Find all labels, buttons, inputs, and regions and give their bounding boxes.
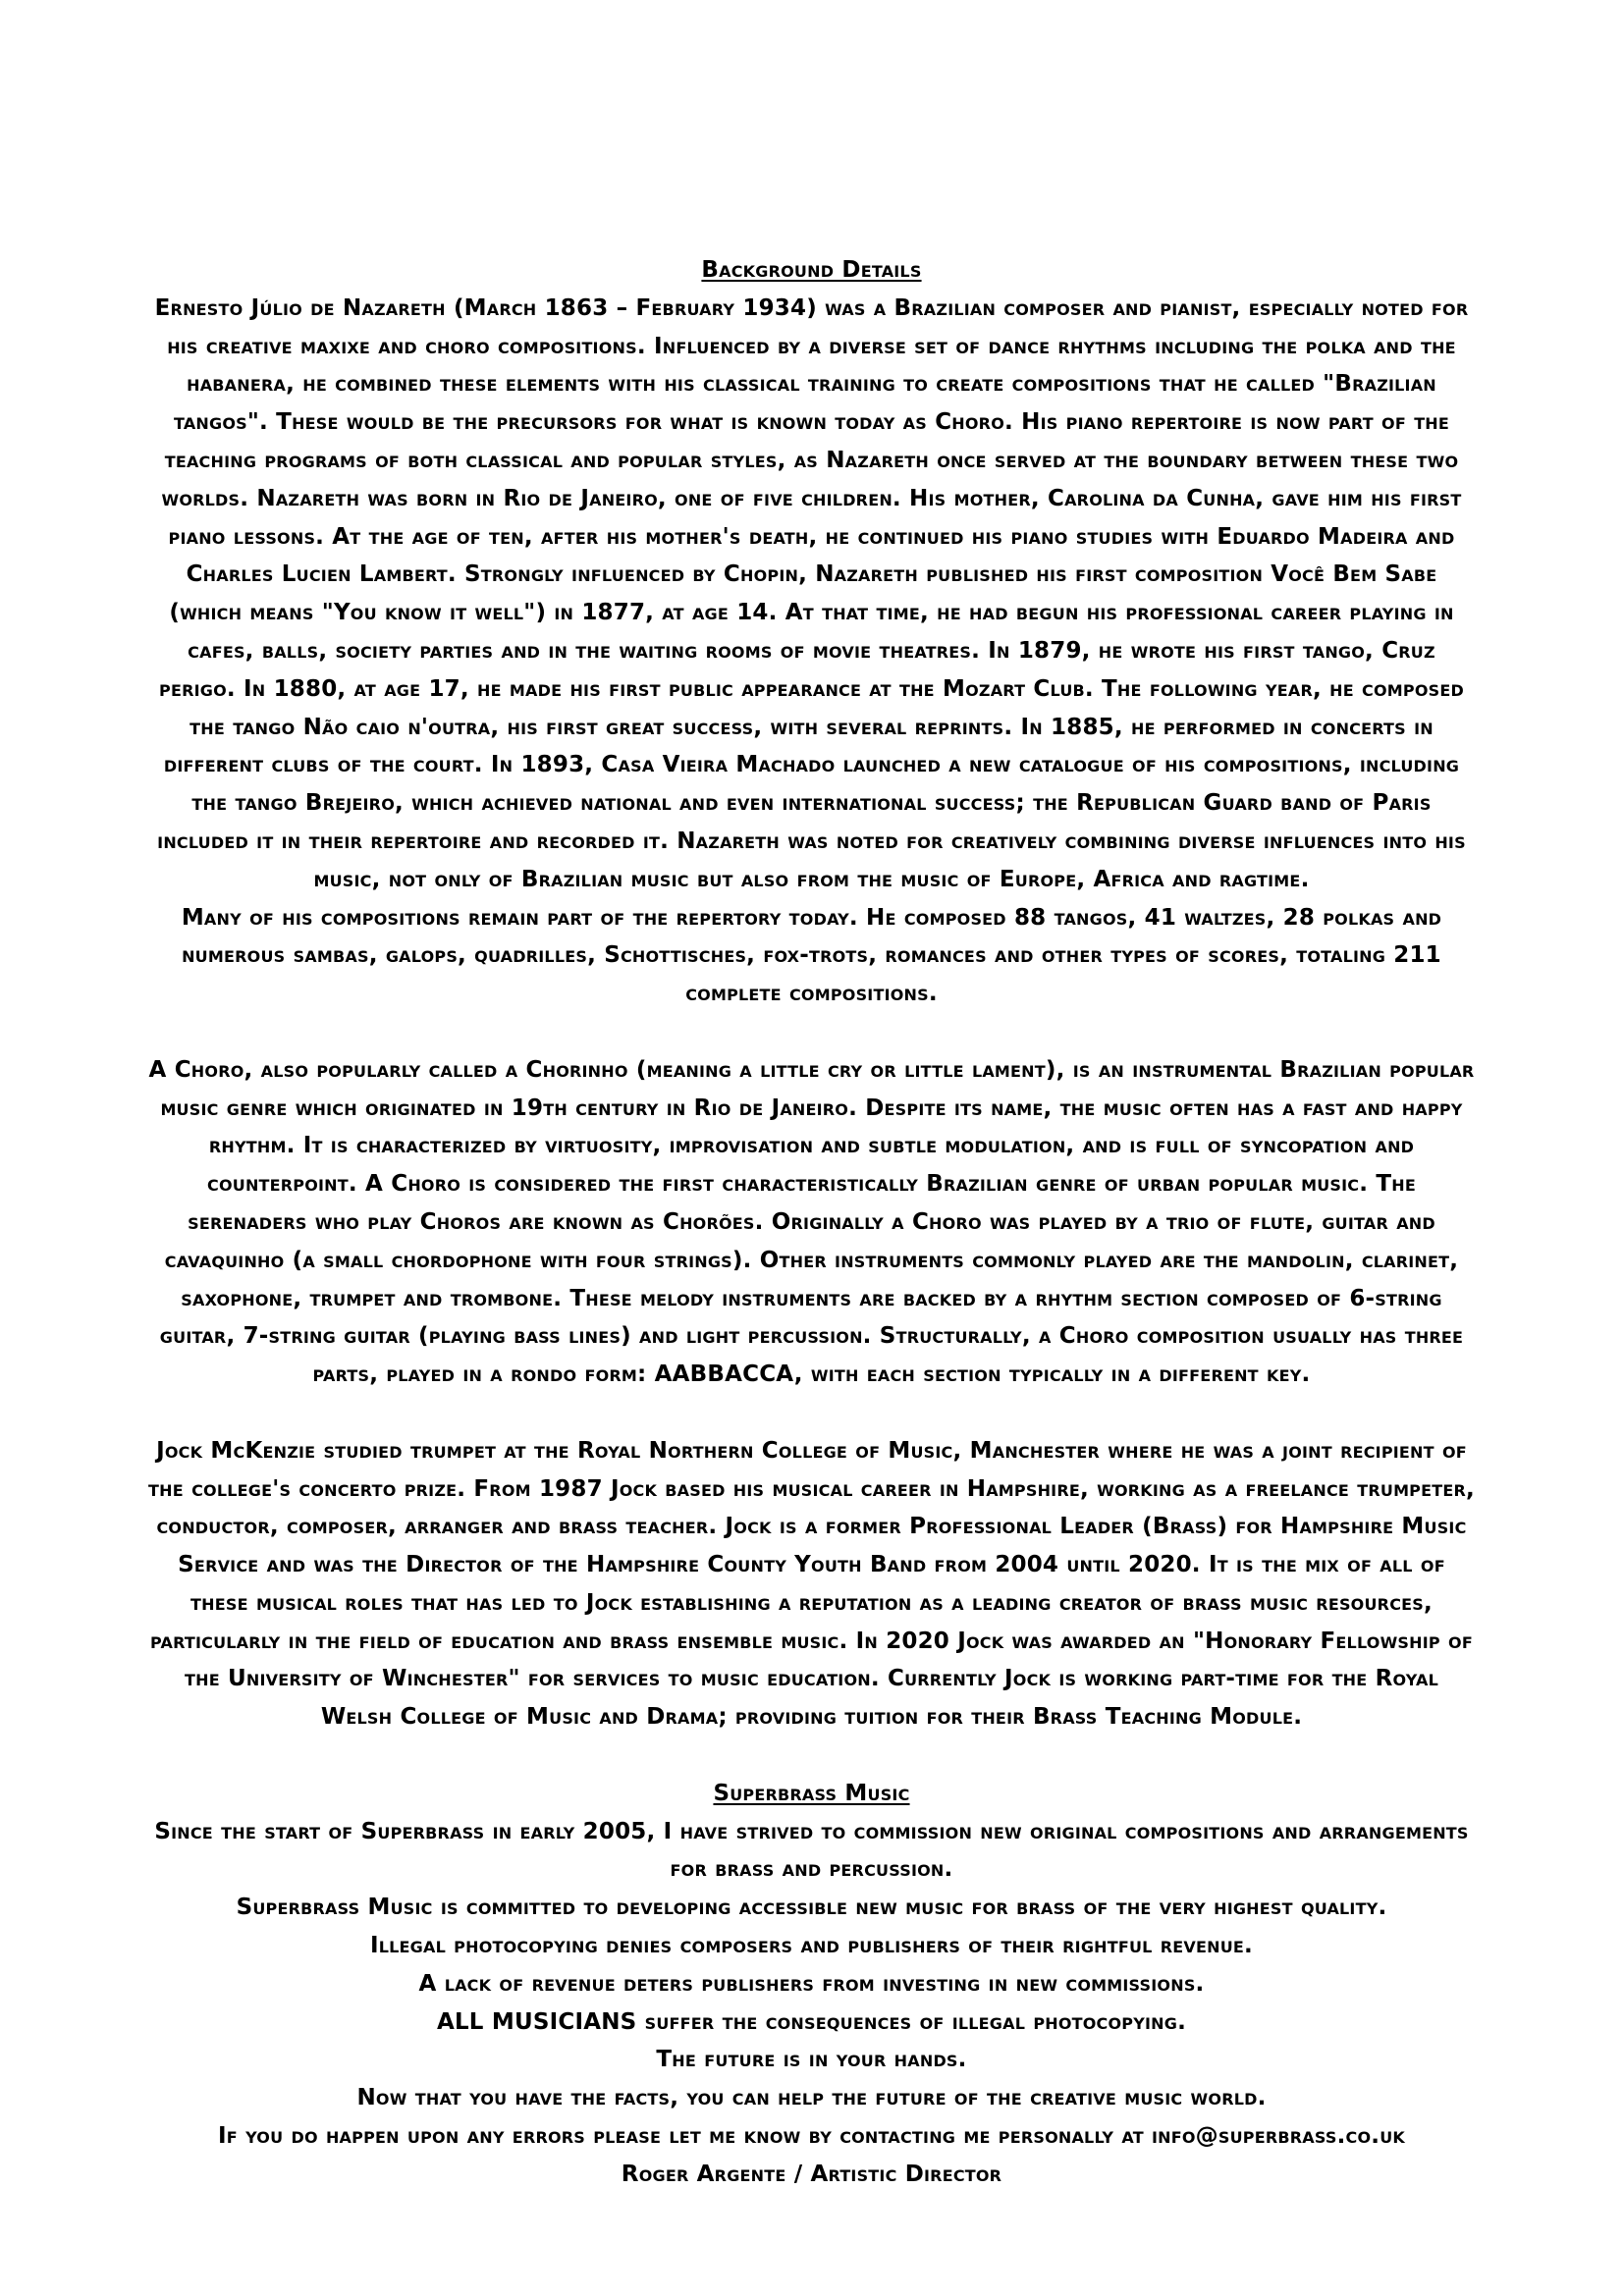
background-section — [147, 251, 1476, 1013]
nazareth-compositions-paragraph: Many of his compositions remain part of the repertory today. He composed 88 tangos, 41 waltzes, 28 polkas and numerous sambas, galops, quadrilles, Schottisches, fox-trots, romances and other types of scores, totaling 211 complete compositions. — [181, 904, 1442, 1007]
section-spacer — [147, 1013, 1476, 1051]
arranger-biography-paragraph: Jock McKenzie studied trumpet at the Royal Northern College of Music, Manchester where he was a joint recipient of the college's concerto prize. From 1987 Jock based his musical career in Hampshire, working as a freelance trumpeter, conductor, composer, arranger and brass teacher. Jock is a former Professional Leader (Brass) for Hampshire Music Service and was the Director of the Hampshire County Youth Band from 2004 until 2020. It is the mix of all of these musical roles that has led to Jock establishing a reputation as a leading creator of brass music resources, particularly in the field of education and brass ensemble music. In 2020 Jock was awarded an "Honorary Fellowship of the University of Winchester" for services to music education. Currently Jock is working part-time for the Royal Welsh College of Music and Drama; providing tuition for their Brass Teaching Module. — [148, 1437, 1475, 1731]
superbrass-line: The future is in your hands. — [656, 2047, 967, 2073]
superbrass-line: Superbrass Music is committed to developing accessible new music for brass of the very highest quality. — [236, 1895, 1387, 1921]
nazareth-biography-paragraph: Ernesto Júlio de Nazareth (March 1863 – February 1934) was a Brazilian composer and pianist, especially noted for his creative maxixe and choro compositions. Influenced by a diverse set of dance rhythms including the polka and the habanera, he combined these elements with his classical training to create compositions that he called "Brazilian tangos". These would be the precursors for what is known today as Choro. His piano repertoire is now part of the teaching programs of both classical and popular styles, as Nazareth once served at the boundary between these two worlds. Nazareth was born in Rio de Janeiro, one of five children. His mother, Carolina da Cunha, gave him his first piano lessons. At the age of ten, after his mother's death, he continued his piano studies with Eduardo Madeira and Charles Lucien Lambert. Strongly influenced by Chopin, Nazareth published his first composition Você Bem Sabe (which means "You know it well") in 1877, at age 14. At that time, he had begun his professional career playing in cafes, balls, society parties and in the waiting rooms of movie theatres. In 1879, he wrote his first tango, Cruz perigo. In 1880, at age 17, he made his first public appearance at the Mozart Club. The following year, he composed the tango Não caio n'outra, his first great success, with several reprints. In 1885, he performed in concerts in different clubs of the court. In 1893, Casa Vieira Machado launched a new catalogue of his compositions, including the tango Brejeiro, which achieved national and even international success; the Republican Guard band of Paris included it in their repertoire and recorded it. Nazareth was noted for creatively combining diverse influences into his music, not only of Brazilian music but also from the music of Europe, Africa and ragtime. — [154, 294, 1469, 892]
document-page — [147, 251, 1476, 2194]
superbrass-contact-line: If you do happen upon any errors please let me know by contacting me personally at info@superbrass.co.uk — [217, 2123, 1406, 2150]
superbrass-heading: Superbrass Music — [713, 1780, 910, 1806]
arranger-section — [147, 1432, 1476, 1736]
signature-line: Roger Argente / Artistic Director — [621, 2161, 1002, 2187]
superbrass-line: Illegal photocopying denies composers and publishers of their rightful revenue. — [369, 1933, 1253, 1959]
superbrass-line: Now that you have the facts, you can help the future of the creative music world. — [356, 2085, 1267, 2111]
superbrass-section — [147, 1775, 1476, 2194]
superbrass-line: Since the start of Superbrass in early 2005, I have strived to commission new original compositions and arrangements for brass and percussion. — [154, 1818, 1469, 1883]
section-spacer — [147, 1394, 1476, 1432]
background-heading: Background Details — [701, 257, 922, 283]
choro-section — [147, 1051, 1476, 1394]
section-spacer — [147, 1736, 1476, 1775]
superbrass-line: A lack of revenue deters publishers from investing in new commissions. — [418, 1970, 1205, 1997]
choro-description-paragraph: A Choro, also popularly called a Chorinho (meaning a little cry or little lament), is an instrumental Brazilian popular music genre which originated in 19th century in Rio de Janeiro. Despite its name, the music often has a fast and happy rhythm. It is characterized by virtuosity, improvisation and subtle modulation, and is full of syncopation and counterpoint. A Choro is considered the first characteristically Brazilian genre of urban popular music. The serenaders who play Choros are known as Chorões. Originally a Choro was played by a trio of flute, guitar and cavaquinho (a small chordophone with four strings). Other instruments commonly played are the mandolin, clarinet, saxophone, trumpet and trombone. These melody instruments are backed by a rhythm section composed of 6-string guitar, 7-string guitar (playing bass lines) and light percussion. Structurally, a Choro composition usually has three parts, played in a rondo form: AABBACCA, with each section typically in a different key. — [148, 1056, 1475, 1388]
superbrass-line: ALL MUSICIANS suffer the consequences of illegal photocopying. — [436, 2008, 1187, 2035]
